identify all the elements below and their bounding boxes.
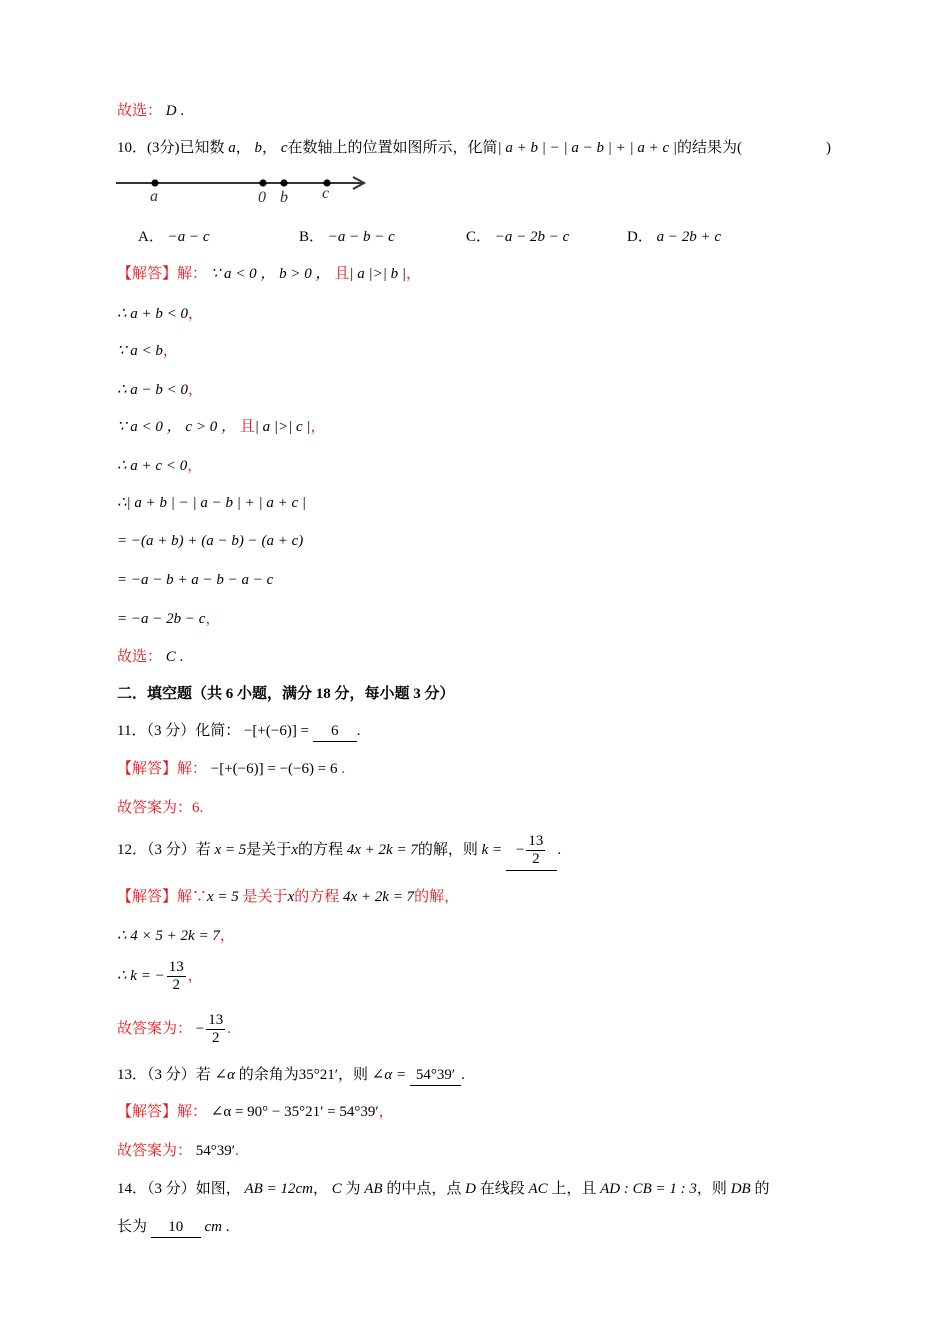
q14-math: AC bbox=[528, 1181, 548, 1197]
solution-math: = −(a + b) + (a − b) − (a + c) bbox=[117, 533, 304, 549]
q14-text: 为 bbox=[345, 1181, 361, 1197]
solution-math: = −a − b + a − b − a − c bbox=[117, 572, 274, 588]
q11-head: 11．（3 分）化简： bbox=[117, 723, 241, 739]
label-0: 0 bbox=[258, 189, 266, 206]
q14-text: 的中点，点 bbox=[386, 1181, 462, 1197]
q11-end: . bbox=[356, 723, 361, 739]
section-heading bbox=[117, 684, 455, 704]
q10-solution-l3 bbox=[117, 341, 178, 361]
answer-end: . bbox=[235, 1143, 239, 1159]
q10-text: 已知数 bbox=[179, 140, 225, 156]
q10-solution-l1 bbox=[117, 264, 421, 284]
solution-math: ∴ a + b < 0 bbox=[117, 306, 189, 322]
q14-head: 14．（3 分）如图， bbox=[117, 1181, 241, 1197]
solution-math: ∴ a − b < 0 bbox=[117, 382, 189, 398]
q10-option-d bbox=[627, 227, 721, 247]
q10-expression: | a + b | − | a − b | + | a + c | bbox=[497, 140, 678, 156]
q14-stem-line1 bbox=[117, 1179, 769, 1199]
q13-angle: ∠α bbox=[214, 1067, 235, 1083]
q14-math: DB bbox=[730, 1181, 751, 1197]
fraction-numerator: 13 bbox=[208, 1012, 224, 1029]
q14-text: 的 bbox=[754, 1181, 770, 1197]
solution-tag: 【解答】解： bbox=[117, 266, 208, 282]
solution-comma: ， bbox=[205, 611, 221, 627]
solution-end: . bbox=[341, 761, 345, 777]
solution-math: | a |>| b | bbox=[349, 266, 406, 282]
solution-comma: ， bbox=[187, 458, 203, 474]
solution-math: ∴ k = − bbox=[117, 968, 165, 984]
q14-end: . bbox=[225, 1219, 230, 1235]
answer-sign: − bbox=[515, 842, 525, 858]
fraction-denominator: 2 bbox=[211, 1030, 220, 1047]
q9-answer-line bbox=[117, 101, 184, 121]
q9-answer-prefix: 故选： bbox=[117, 103, 163, 119]
solution-comma: ， bbox=[187, 968, 203, 984]
q10-var-b: b bbox=[254, 140, 263, 156]
q13-blank-answer: 54°39′ bbox=[410, 1065, 461, 1086]
q14-stem-line2 bbox=[117, 1217, 230, 1238]
q12-var: x bbox=[291, 842, 298, 858]
answer-value: C bbox=[165, 649, 176, 665]
q11-stem bbox=[117, 721, 361, 742]
q10-text3: 的结果为( bbox=[677, 140, 743, 156]
section-title: 二．填空题（共 6 小题，满分 18 分，每小题 3 分） bbox=[117, 686, 455, 702]
answer-prefix: 故选： bbox=[117, 649, 163, 665]
solution-math: −[+(−6)] = −(−6) = 6 bbox=[210, 761, 338, 777]
answer-value: 54°39′ bbox=[195, 1143, 236, 1159]
q10-stem bbox=[117, 138, 742, 158]
solution-red-text: 且 bbox=[334, 266, 350, 282]
solution-comma: ， bbox=[378, 1104, 394, 1120]
solution-fraction bbox=[167, 959, 186, 994]
q14-text: 在线段 bbox=[479, 1181, 525, 1197]
answer-fraction bbox=[206, 1012, 225, 1047]
q12-solution-l3 bbox=[117, 956, 203, 996]
q12-text: 的方程 bbox=[297, 842, 343, 858]
solution-math: ∵ a < 0 ， c > 0 ， bbox=[117, 419, 236, 435]
q11-solution bbox=[117, 759, 345, 779]
q14-blank-answer: 10 bbox=[151, 1217, 201, 1238]
q12-head: 12．（3 分）若 bbox=[117, 842, 211, 858]
q14-text: ，则 bbox=[696, 1181, 727, 1197]
q10-option-a bbox=[138, 227, 210, 247]
point-a bbox=[151, 179, 158, 186]
solution-comma: ， bbox=[188, 306, 204, 322]
q10-solution-l10 bbox=[117, 609, 220, 629]
q10-solution-l7 bbox=[117, 493, 306, 513]
solution-tag: 【解答】解： bbox=[117, 761, 208, 777]
solution-math: 4x + 2k = 7 bbox=[343, 889, 415, 905]
solution-math: ∵ a < b bbox=[117, 343, 163, 359]
q10-solution-l5 bbox=[117, 417, 326, 437]
q10-text2: 在数轴上的位置如图所示，化简 bbox=[287, 140, 498, 156]
solution-math: ∴ a + c < 0 bbox=[117, 458, 188, 474]
q10-sep1: ， bbox=[235, 140, 251, 156]
option-expr: −a − c bbox=[167, 229, 210, 245]
q13-text: 的余角为 bbox=[238, 1067, 299, 1083]
q10-number-line bbox=[113, 172, 373, 208]
q14-text: 上，且 bbox=[551, 1181, 597, 1197]
q12-solution-l1 bbox=[117, 887, 459, 907]
fraction-numerator: 13 bbox=[528, 833, 544, 850]
q14-math: AB = 12cm bbox=[244, 1181, 313, 1197]
q10-close-paren bbox=[826, 138, 831, 158]
answer-prefix: 故答案为： bbox=[117, 1143, 193, 1159]
label-b: b bbox=[280, 189, 288, 206]
point-b bbox=[280, 179, 287, 186]
q13-end: . bbox=[461, 1067, 465, 1083]
label-a: a bbox=[150, 188, 158, 205]
q10-close: ) bbox=[826, 140, 831, 156]
solution-math: ∠α = 90° − 35°21′ = 54°39′ bbox=[210, 1104, 379, 1120]
answer-fraction bbox=[526, 833, 545, 868]
q10-score: (3分) bbox=[147, 140, 180, 156]
q12-answer-line bbox=[117, 1009, 231, 1049]
solution-math: | a |>| c | bbox=[254, 419, 311, 435]
q14-math: AD : CB = 1 : 3 bbox=[600, 1181, 697, 1197]
solution-comma: ， bbox=[162, 343, 178, 359]
q12-stem bbox=[117, 830, 561, 871]
fraction-denominator: 2 bbox=[172, 977, 180, 994]
q10-solution-l4 bbox=[117, 380, 203, 400]
q10-option-c bbox=[466, 227, 569, 247]
q14-math: AB bbox=[364, 1181, 383, 1197]
q12-text: 的解，则 bbox=[417, 842, 478, 858]
q12-solution-l2 bbox=[117, 926, 235, 946]
q13-answer-line bbox=[117, 1141, 239, 1161]
solution-red-text: 的解， bbox=[414, 889, 460, 905]
q12-text: 是关于 bbox=[246, 842, 292, 858]
solution-math: x = 5 bbox=[207, 889, 239, 905]
q10-solution-l6 bbox=[117, 456, 202, 476]
q12-k-equals: k = bbox=[481, 842, 503, 858]
q14-math: C bbox=[331, 1181, 342, 1197]
q14-math: D bbox=[465, 1181, 476, 1197]
q10-var-a: a bbox=[228, 140, 236, 156]
q13-head: 13．（3 分）若 bbox=[117, 1067, 211, 1083]
solution-comma: ， bbox=[219, 928, 235, 944]
solution-tag: 【解答】解∵ bbox=[117, 889, 208, 905]
q10-solution-l2 bbox=[117, 304, 203, 324]
answer-sign: − bbox=[195, 1021, 205, 1037]
label-c: c bbox=[322, 185, 330, 202]
q10-solution-l8 bbox=[117, 531, 303, 551]
q12-end: . bbox=[557, 842, 562, 858]
solution-comma: ， bbox=[310, 419, 326, 435]
q13-value: 35°21′ bbox=[298, 1067, 339, 1083]
option-letter: D． bbox=[627, 229, 653, 245]
solution-math: x bbox=[287, 889, 295, 905]
q10-number: 10． bbox=[117, 140, 148, 156]
q11-answer-line bbox=[117, 798, 203, 818]
fraction-denominator: 2 bbox=[532, 851, 540, 868]
q10-sep2: ， bbox=[262, 140, 278, 156]
solution-comma: ， bbox=[188, 382, 204, 398]
answer-end: . bbox=[227, 1021, 231, 1037]
point-0 bbox=[259, 179, 266, 186]
q12-equation: 4x + 2k = 7 bbox=[346, 842, 418, 858]
q13-text: ，则 bbox=[338, 1067, 369, 1083]
answer-text: 故答案为：6. bbox=[117, 800, 204, 816]
q13-stem bbox=[117, 1065, 465, 1086]
option-letter: B． bbox=[299, 229, 325, 245]
solution-math: ∵ a < 0 ， b > 0 ， bbox=[210, 266, 331, 282]
solution-comma: ， bbox=[405, 266, 421, 282]
solution-red-text: 且 bbox=[239, 419, 255, 435]
option-expr: a − 2b + c bbox=[656, 229, 721, 245]
option-expr: −a − 2b − c bbox=[494, 229, 570, 245]
solution-math: ∴| a + b | − | a − b | + | a + c | bbox=[117, 495, 307, 511]
q10-option-b bbox=[299, 227, 395, 247]
solution-math: = −a − 2b − c bbox=[117, 611, 206, 627]
q11-expression: −[+(−6)] = bbox=[243, 723, 310, 739]
solution-tag: 【解答】解： bbox=[117, 1104, 208, 1120]
fraction-numerator: 13 bbox=[168, 959, 184, 976]
option-letter: C． bbox=[466, 229, 492, 245]
answer-end: . bbox=[179, 649, 184, 665]
option-letter: A． bbox=[138, 229, 164, 245]
q13-solution bbox=[117, 1102, 394, 1122]
q12-blank-answer bbox=[506, 830, 557, 871]
solution-math: ∴ 4 × 5 + 2k = 7 bbox=[117, 928, 220, 944]
answer-prefix: 故答案为： bbox=[117, 1021, 193, 1037]
q14-text: 长为 bbox=[117, 1219, 148, 1235]
q13-angle-equals: ∠α = bbox=[371, 1067, 407, 1083]
q14-unit: cm bbox=[204, 1219, 223, 1235]
q10-solution-l9 bbox=[117, 570, 273, 590]
q9-answer-end: . bbox=[180, 103, 185, 119]
q10-answer-line bbox=[117, 647, 183, 667]
q11-blank-answer: 6 bbox=[313, 721, 357, 742]
q12-condition: x = 5 bbox=[214, 842, 247, 858]
q14-text: ， bbox=[312, 1181, 328, 1197]
solution-red-text: 是关于 bbox=[242, 889, 288, 905]
q10-var-c: c bbox=[280, 140, 288, 156]
option-expr: −a − b − c bbox=[327, 229, 395, 245]
q9-answer: D bbox=[165, 103, 177, 119]
solution-red-text: 的方程 bbox=[294, 889, 340, 905]
